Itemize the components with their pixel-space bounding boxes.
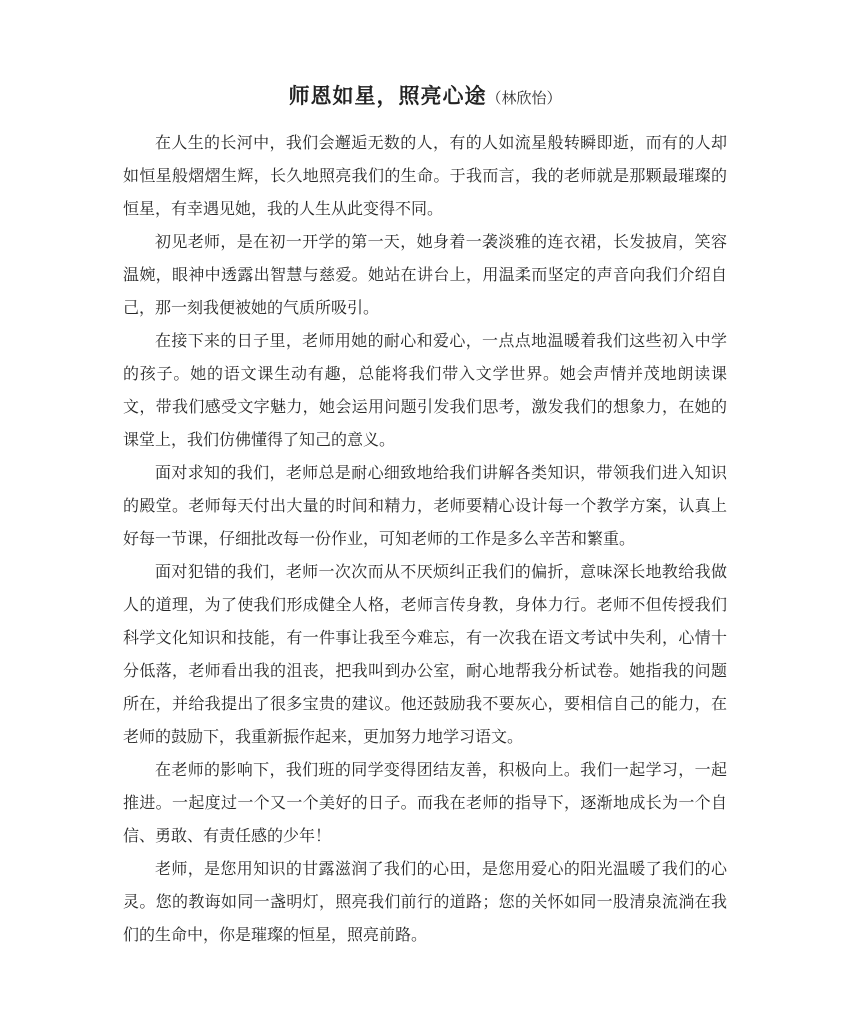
essay-paragraph-7: 老师，是您用知识的甘露滋润了我们的心田，是您用爱心的阳光温暖了我们的心灵。您的教诲如同一盏明灯，照亮我们前行的道路；您的关怀如同一股清泉流淌在我们的生命中，你是璀璨的恒星，照亮前路。 xyxy=(123,859,727,944)
essay-paragraph-1: 在人生的长河中，我们会邂逅无数的人，有的人如流星般转瞬即逝，而有的人却如恒星般熠熠生辉，长久地照亮我们的生命。于我而言，我的老师就是那颗最璀璨的恒星，有幸遇见她，我的人生从此变得不同。 xyxy=(123,133,727,218)
essay-paragraph-5: 面对犯错的我们，老师一次次而从不厌烦纠正我们的偏折，意味深长地教给我做人的道理，为了使我们形成健全人格，老师言传身教，身体力行。老师不但传授我们科学文化知识和技能，有一件事让我至今难忘，有一次我在语文考试中失利，心情十分低落，老师看出我的沮丧，把我叫到办公室，耐心地帮我分析试卷。她指我的问题所在，并给我提出了很多宝贵的建议。他还鼓励我不要灰心，要相信自己的能力，在老师的鼓励下，我重新振作起来，更加努力地学习语文。 xyxy=(123,562,727,746)
essay-author-note: （林欣怡） xyxy=(486,89,562,107)
essay-body xyxy=(123,126,727,951)
essay-paragraph-2: 初见老师，是在初一开学的第一天，她身着一袭淡雅的连衣裙，长发披肩，笑容温婉，眼神中透露出智慧与慈爱。她站在讲台上，用温柔而坚定的声音向我们介绍自己，那一刻我便被她的气质所吸引。 xyxy=(123,232,727,317)
essay-paragraph-3: 在接下来的日子里，老师用她的耐心和爱心，一点点地温暖着我们这些初入中学的孩子。她的语文课生动有趣，总能将我们带入文学世界。她会声情并茂地朗读课文，带我们感受文字魅力，她会运用问题引发我们思考，激发我们的想象力，在她的课堂上，我们仿佛懂得了知己的意义。 xyxy=(123,331,727,449)
essay-paragraph-4: 面对求知的我们，老师总是耐心细致地给我们讲解各类知识，带领我们进入知识的殿堂。老师每天付出大量的时间和精力，老师要精心设计每一个教学方案，认真上好每一节课，仔细批改每一份作业，可知老师的工作是多么辛苦和繁重。 xyxy=(123,463,727,548)
essay-title-text: 师恩如星，照亮心途 xyxy=(288,83,487,108)
essay-title xyxy=(123,80,727,110)
essay-paragraph-6: 在老师的影响下，我们班的同学变得团结友善，积极向上。我们一起学习，一起推进。一起度过一个又一个美好的日子。而我在老师的指导下，逐渐地成长为一个自信、勇敢、有责任感的少年！ xyxy=(123,760,727,845)
